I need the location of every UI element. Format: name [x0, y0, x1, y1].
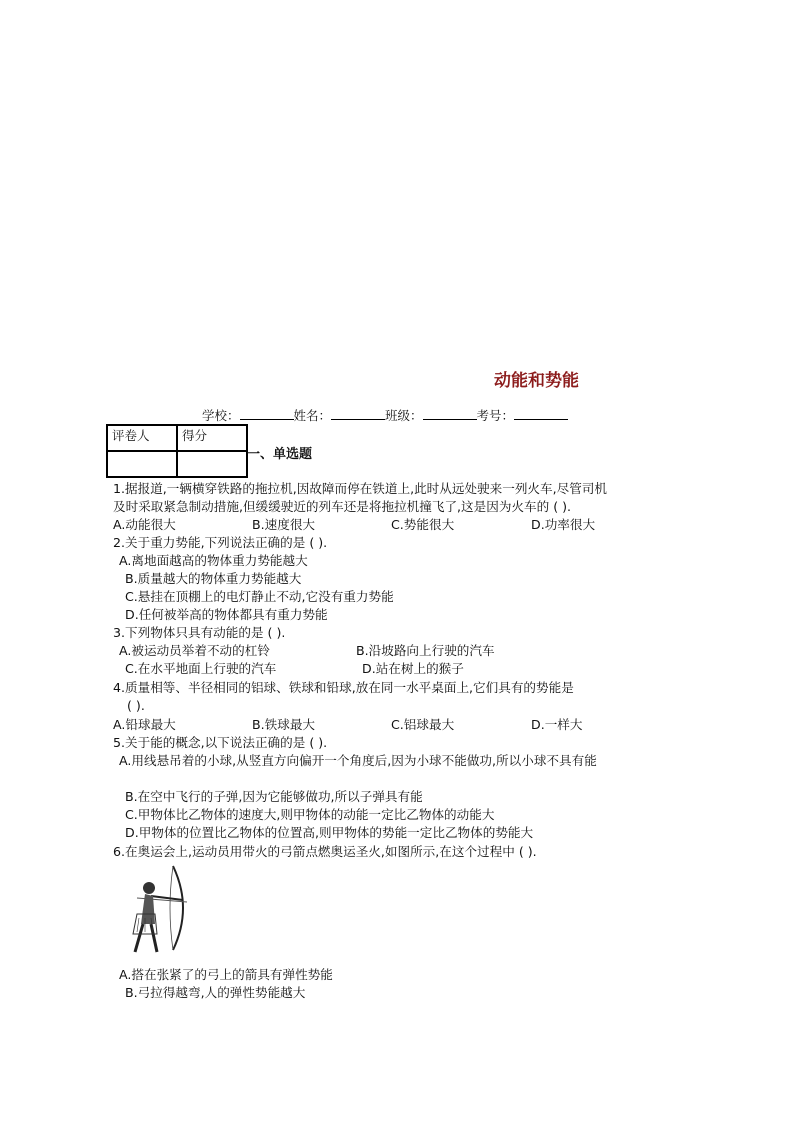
- q3-option-a[interactable]: A.被运动员举着不动的杠铃: [119, 643, 270, 658]
- q5-option-d[interactable]: D.甲物体的位置比乙物体的位置高,则甲物体的势能一定比乙物体的势能大: [125, 825, 534, 840]
- grader-cell[interactable]: [107, 451, 177, 477]
- q2-option-a[interactable]: A.离地面越高的物体重力势能越大: [119, 553, 308, 568]
- q3-option-c[interactable]: C.在水平地面上行驶的汽车: [125, 661, 277, 676]
- score-cell[interactable]: [177, 451, 247, 477]
- q4-option-a[interactable]: A.铅球最大: [113, 717, 176, 732]
- class-blank[interactable]: [423, 407, 477, 420]
- class-label: 班级：: [385, 408, 423, 423]
- school-blank[interactable]: [240, 407, 294, 420]
- q1-stem-line1: 1.据报道,一辆横穿铁路的拖拉机,因故障而停在铁道上,此时从远处驶来一列火车,尽管司机: [113, 481, 607, 496]
- q5-stem: 5.关于能的概念,以下说法正确的是 ( ).: [113, 735, 328, 750]
- section-heading: 一、单选题: [247, 447, 313, 462]
- exam-number-label: 考号：: [476, 408, 515, 423]
- grader-header: 评卷人: [107, 425, 177, 451]
- exam-number-blank[interactable]: [514, 407, 568, 420]
- q2-option-b[interactable]: B.质量越大的物体重力势能越大: [125, 571, 302, 586]
- q6-option-a[interactable]: A.搭在张紧了的弓上的箭具有弹性势能: [119, 967, 333, 982]
- q1-option-a[interactable]: A.动能很大: [113, 517, 176, 532]
- q3-stem: 3.下列物体只具有动能的是 ( ).: [113, 625, 286, 640]
- q4-option-b[interactable]: B.铁球最大: [252, 717, 316, 732]
- q6-stem: 6.在奥运会上,运动员用带火的弓箭点燃奥运圣火,如图所示,在这个过程中 ( ).: [113, 844, 537, 859]
- document-title: 动能和势能: [494, 371, 579, 391]
- school-label: 学校：: [202, 408, 240, 423]
- q1-option-c[interactable]: C.势能很大: [391, 517, 455, 532]
- q4-stem-line2: ( ).: [127, 698, 145, 713]
- score-header: 得分: [177, 425, 247, 451]
- q6-option-b[interactable]: B.弓拉得越弯,人的弹性势能越大: [125, 985, 306, 1000]
- name-blank[interactable]: [331, 407, 385, 420]
- q5-option-a[interactable]: A.用线悬吊着的小球,从竖直方向偏开一个角度后,因为小球不能做功,所以小球不具有能: [119, 753, 597, 768]
- q4-stem-line1: 4.质量相等、半径相同的铝球、铁球和铅球,放在同一水平桌面上,它们具有的势能是: [113, 680, 574, 695]
- q4-option-d[interactable]: D.一样大: [531, 717, 583, 732]
- student-info-line: [202, 406, 568, 424]
- score-table: [106, 424, 248, 478]
- q3-option-b[interactable]: B.沿坡路向上行驶的汽车: [356, 643, 495, 658]
- q2-stem: 2.关于重力势能,下列说法正确的是 ( ).: [113, 535, 328, 550]
- archer-figure: [127, 862, 189, 954]
- q1-option-b[interactable]: B.速度很大: [252, 517, 316, 532]
- q5-option-c[interactable]: C.甲物体比乙物体的速度大,则甲物体的动能一定比乙物体的动能大: [125, 807, 495, 822]
- name-label: 姓名：: [293, 408, 332, 423]
- q4-option-c[interactable]: C.铝球最大: [391, 717, 455, 732]
- q2-option-d[interactable]: D.任何被举高的物体都具有重力势能: [125, 607, 328, 622]
- q1-option-d[interactable]: D.功率很大: [531, 517, 596, 532]
- q1-stem-line2: 及时采取紧急制动措施,但缓缓驶近的列车还是将拖拉机撞飞了,这是因为火车的 ( ).: [113, 499, 572, 514]
- q3-option-d[interactable]: D.站在树上的猴子: [362, 661, 464, 676]
- q5-option-b[interactable]: B.在空中飞行的子弹,因为它能够做功,所以子弹具有能: [125, 789, 423, 804]
- q2-option-c[interactable]: C.悬挂在顶棚上的电灯静止不动,它没有重力势能: [125, 589, 394, 604]
